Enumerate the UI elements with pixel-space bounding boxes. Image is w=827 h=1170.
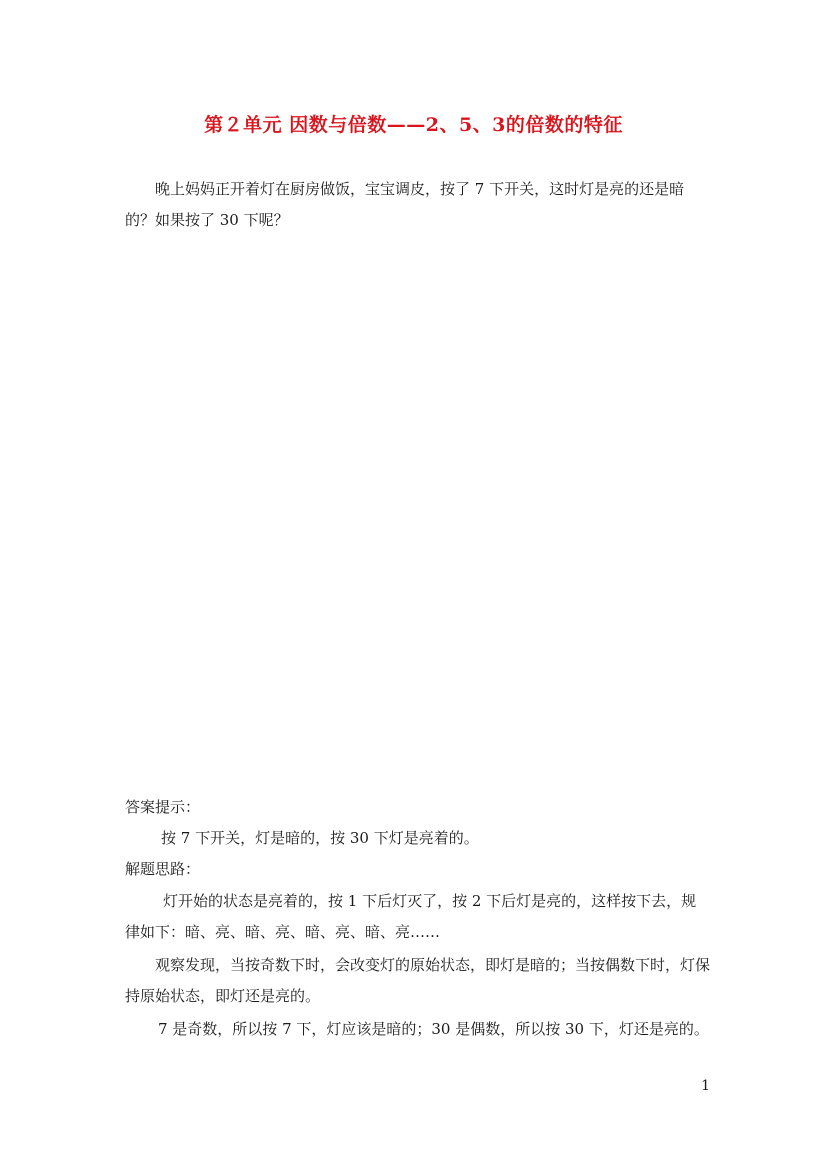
page-title: 第２单元 因数与倍数——2、5、3的倍数的特征 (204, 114, 623, 136)
answer-text: 按 7 下开关，灯是暗的，按 30 下灯是亮着的。 (161, 829, 479, 847)
solution-paragraph-3: 7 是奇数，所以按 7 下，灯应该是暗的；30 是偶数，所以按 30 下，灯还是亮的。 (158, 1020, 709, 1038)
solution-paragraph-2: 观察发现，当按奇数下时，会改变灯的原始状态，即灯是暗的；当按偶数下时，灯保持原始状态，即灯还是亮的。 (125, 956, 711, 1005)
solution-label: 解题思路： (125, 860, 201, 878)
question-text: 晚上妈妈正开着灯在厨房做饭，宝宝调皮，按了 7 下开关，这时灯是亮的还是暗的？如果按了 30 下呢？ (125, 180, 685, 229)
page-number: 1 (701, 1078, 710, 1094)
answer-label: 答案提示： (125, 798, 201, 816)
solution-paragraph-1: 灯开始的状态是亮着的，按 1 下后灯灭了，按 2 下后灯是亮的，这样按下去，规律如下：暗、亮、暗、亮、暗、亮、暗、亮…… (125, 892, 697, 941)
